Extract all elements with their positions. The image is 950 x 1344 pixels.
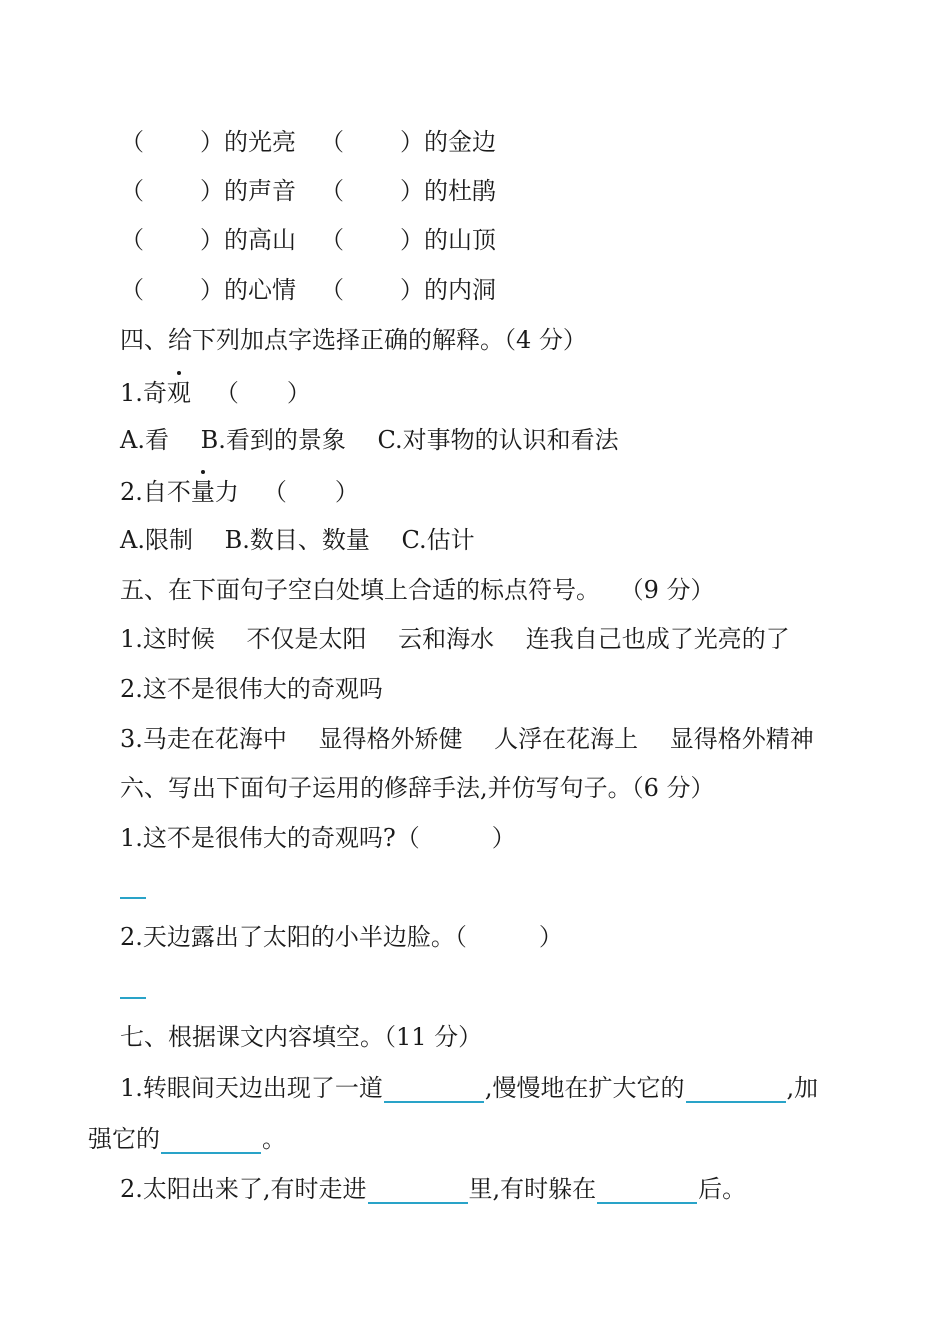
- fill-row-1: [120, 127, 496, 157]
- section-6-heading: 六、写出下面句子运用的修辞手法,并仿写句子。（6 分）: [120, 774, 715, 802]
- phrase: ）的金边: [400, 128, 496, 156]
- s4-q1-options: A.看 B.看到的景象 C.对事物的认识和看法: [120, 426, 619, 454]
- s6-question-2: 2.天边露出了太阳的小半边脸。（ ）: [120, 923, 563, 951]
- phrase: ）的内洞: [400, 276, 496, 304]
- fill-blank[interactable]: [384, 1075, 484, 1103]
- paren-open: （: [320, 177, 344, 205]
- emphasis-dot-char: 量: [190, 478, 215, 506]
- section-4-heading: 四、给下列加点字选择正确的解释。（4 分）: [120, 326, 587, 354]
- paren-open: （: [320, 276, 344, 304]
- fill-row-2: [120, 176, 496, 206]
- phrase: ）的高山: [200, 226, 296, 254]
- paren-open: （: [120, 276, 144, 304]
- fill-row-3: [120, 225, 496, 255]
- answer-line[interactable]: [120, 997, 146, 999]
- s5-sentence-1: 1.这时候 不仅是太阳 云和海水 连我自己也成了光亮的了: [120, 625, 790, 653]
- s7-question-1-cont: 强它的 。: [88, 1125, 286, 1153]
- answer-paren[interactable]: （ ）: [214, 379, 311, 407]
- paren-open: （: [120, 128, 144, 156]
- phrase: ）的光亮: [200, 128, 296, 156]
- section-5-heading: 五、在下面句子空白处填上合适的标点符号。 （9 分）: [120, 576, 715, 604]
- s4-question-1: 1.奇观 （ ）: [120, 379, 311, 407]
- s7-question-1: 1.转眼间天边出现了一道 ,慢慢地在扩大它的 ,加: [120, 1074, 819, 1102]
- phrase: ）的山顶: [400, 226, 496, 254]
- phrase: ）的声音: [200, 177, 296, 205]
- answer-line[interactable]: [120, 897, 146, 899]
- phrase: ）的心情: [200, 276, 296, 304]
- fill-blank[interactable]: [161, 1126, 261, 1154]
- paren-open: （: [120, 226, 144, 254]
- fill-blank[interactable]: [368, 1176, 468, 1204]
- fill-row-4: [120, 275, 496, 305]
- paren-open: （: [320, 226, 344, 254]
- section-7-heading: 七、根据课文内容填空。（11 分）: [120, 1023, 483, 1051]
- paren-open: （: [320, 128, 344, 156]
- s6-question-1: 1.这不是很伟大的奇观吗?（ ）: [120, 824, 516, 852]
- s7-question-2: 2.太阳出来了,有时走进 里,有时躲在 后。: [120, 1175, 747, 1203]
- s4-question-2: 2.自不量力 （ ）: [120, 478, 359, 506]
- s5-sentence-2: 2.这不是很伟大的奇观吗: [120, 675, 383, 703]
- s5-sentence-3: 3.马走在花海中 显得格外矫健 人浮在花海上 显得格外精神: [120, 725, 814, 753]
- phrase: ）的杜鹃: [400, 177, 496, 205]
- fill-blank[interactable]: [686, 1075, 786, 1103]
- answer-paren[interactable]: （ ）: [262, 478, 359, 506]
- fill-blank[interactable]: [597, 1176, 697, 1204]
- emphasis-dot-char: 观: [166, 379, 191, 407]
- paren-open: （: [120, 177, 144, 205]
- s4-q2-options: A.限制 B.数目、数量 C.估计: [120, 526, 475, 554]
